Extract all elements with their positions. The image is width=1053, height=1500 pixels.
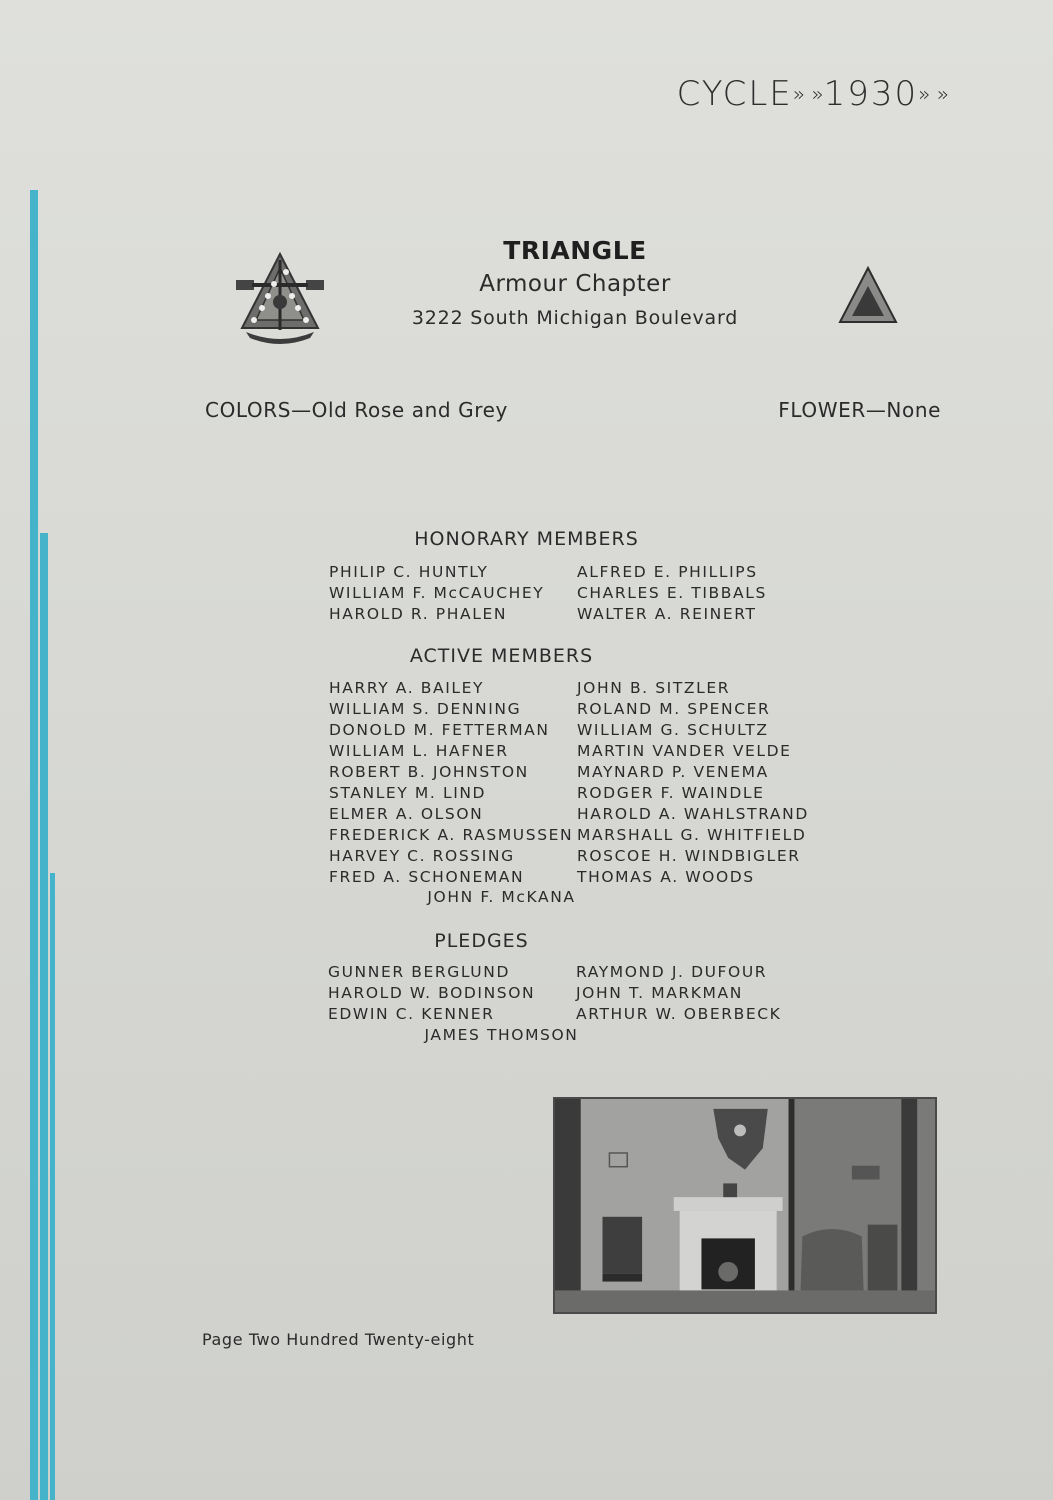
pledges-last-member: JAMES THOMSON [424, 1026, 579, 1044]
left-stripe-1 [30, 190, 38, 1500]
member-name: HAROLD W. BODINSON [328, 984, 536, 1002]
pledges-right-column [576, 962, 781, 1025]
member-name: EDWIN C. KENNER [328, 1005, 495, 1023]
member-name: ROLAND M. SPENCER [577, 700, 771, 718]
header-chevrons-1: » » [792, 82, 824, 106]
member-name: FREDERICK A. RASMUSSEN [329, 826, 574, 844]
honorary-right-column [577, 562, 767, 625]
member-name: WILLIAM S. DENNING [329, 700, 522, 718]
header-chevrons-2: » » [918, 82, 949, 106]
member-name: ROBERT B. JOHNSTON [329, 763, 529, 781]
pledges-heading: PLEDGES [434, 930, 529, 952]
page-footer: Page Two Hundred Twenty-eight [202, 1330, 475, 1349]
member-name: JOHN T. MARKMAN [576, 984, 743, 1002]
member-name: HARRY A. BAILEY [329, 679, 485, 697]
pledges-left-column [328, 962, 535, 1025]
active-last-member: JOHN F. McKANA [427, 888, 576, 906]
honorary-left-column [329, 562, 544, 625]
member-name: MARSHALL G. WHITFIELD [577, 826, 807, 844]
member-name: MAYNARD P. VENEMA [577, 763, 769, 781]
member-name: CHARLES E. TIBBALS [577, 584, 767, 602]
chapter-name: Armour Chapter [479, 271, 671, 297]
member-name: HAROLD A. WAHLSTRAND [577, 805, 809, 823]
triangle-badge-icon [838, 266, 898, 324]
member-name: HARVEY C. ROSSING [329, 847, 515, 865]
colors-line: COLORS—Old Rose and Grey [205, 398, 508, 422]
fraternity-crest-icon [232, 250, 328, 346]
member-name: PHILIP C. HUNTLY [329, 563, 489, 581]
member-name: MARTIN VANDER VELDE [577, 742, 792, 760]
left-stripe-2 [40, 533, 48, 1500]
honorary-members-heading: HONORARY MEMBERS [414, 528, 639, 550]
header-year: 1930 [823, 74, 919, 114]
member-name: FRED A. SCHONEMAN [329, 868, 525, 886]
member-name: WILLIAM G. SCHULTZ [577, 721, 769, 739]
member-name: ALFRED E. PHILLIPS [577, 563, 758, 581]
running-header [677, 74, 949, 114]
member-name: ROSCOE H. WINDBIGLER [577, 847, 801, 865]
member-name: DONOLD M. FETTERMAN [329, 721, 550, 739]
fraternity-name: TRIANGLE [503, 236, 647, 265]
member-name: STANLEY M. LIND [329, 784, 487, 802]
member-name: WILLIAM F. McCAUCHEY [329, 584, 545, 602]
chapter-house-photo [553, 1097, 937, 1314]
member-name: WALTER A. REINERT [577, 605, 757, 623]
active-members-heading: ACTIVE MEMBERS [409, 645, 594, 667]
header-cycle: CYCLE [676, 74, 793, 114]
left-stripe-3 [50, 873, 55, 1500]
member-name: RODGER F. WAINDLE [577, 784, 765, 802]
member-name: GUNNER BERGLUND [328, 963, 510, 981]
member-name: THOMAS A. WOODS [577, 868, 755, 886]
active-left-column [329, 678, 573, 888]
chapter-address: 3222 South Michigan Boulevard [411, 307, 739, 329]
member-name: ELMER A. OLSON [329, 805, 484, 823]
flower-line: FLOWER—None [778, 398, 941, 422]
member-name: JOHN B. SITZLER [577, 679, 731, 697]
active-right-column [577, 678, 809, 888]
member-name: RAYMOND J. DUFOUR [576, 963, 768, 981]
member-name: HAROLD R. PHALEN [329, 605, 508, 623]
member-name: ARTHUR W. OBERBECK [576, 1005, 782, 1023]
fraternity-title-block [370, 236, 780, 329]
member-name: WILLIAM L. HAFNER [329, 742, 509, 760]
